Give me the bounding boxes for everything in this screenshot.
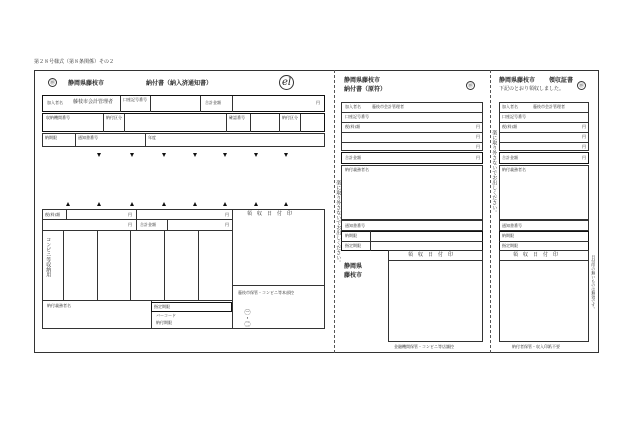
- right-total-label: 合計金額: [502, 155, 518, 160]
- mid-tax-yen: 円: [476, 124, 480, 129]
- right-row2-yen: 円: [582, 134, 586, 139]
- left-barcode-sub: 納付期限: [156, 320, 172, 325]
- mid-receipt-box: [388, 250, 483, 342]
- mid-subscriber-value: 藤枝市会計管理者: [372, 104, 404, 109]
- arrow-down-2: [130, 153, 134, 157]
- right-designated-label: 指定期限: [502, 243, 518, 248]
- right-receipt-date-label: 領 収 日 付 印: [513, 252, 559, 258]
- mid-top-table: [341, 102, 483, 151]
- left-subscriber-value: 藤枝市会計管理者: [73, 99, 114, 105]
- right-subscriber-value: 藤枝市会計管理者: [533, 104, 565, 109]
- right-payer-box: [499, 165, 589, 220]
- postal-logo: el: [279, 75, 294, 90]
- right-title: 領収証書: [549, 77, 574, 84]
- arrow-up-3: [130, 202, 134, 206]
- left-sum-label: 合計金額: [140, 222, 156, 227]
- mid-title: 納付書（原符）: [344, 86, 387, 93]
- mid-footer-city-2: 藤枝市: [344, 272, 363, 279]
- left-barcode-label: バーコード: [156, 313, 176, 318]
- left-payment-type-label: 納付区分: [106, 115, 122, 120]
- arrow-down-6: [254, 153, 258, 157]
- left-account-label: 口座記号番号: [123, 97, 147, 102]
- mid-receipt-date-label: 領 収 日 付 印: [408, 252, 454, 258]
- arrow-up-5: [193, 202, 197, 206]
- conbini-vertical-label: コンビニ等収納用: [45, 237, 52, 277]
- right-account-label: 口座記号番号: [502, 114, 526, 119]
- left-tax-yen-2: 円: [225, 212, 229, 217]
- mid-vertical-note: 楽に取り外さないでお出しください。: [335, 180, 342, 265]
- arrow-down-1: [97, 153, 101, 157]
- left-row2-yen: 円: [128, 222, 132, 227]
- right-city: 静岡県藤枝市: [499, 77, 536, 84]
- mid-account-label: 口座記号番号: [345, 114, 369, 119]
- left-receipt-date-label: 領 収 日 付 印: [247, 211, 293, 217]
- left-payer-label: 納付義務者名: [47, 303, 71, 308]
- left-title: 納付書（納入済通知書）: [146, 80, 213, 87]
- mid-payer-label: 納付義務者名: [345, 167, 369, 172]
- right-tax-label: 税(料)額: [502, 124, 518, 129]
- left-agency-label: 収納機関番号: [46, 115, 70, 120]
- left-stamp-mark: ㊀・㊁: [243, 309, 250, 327]
- right-side-note: 日付印の無いものは無効です。: [591, 255, 597, 311]
- mid-total-yen: 円: [476, 155, 480, 160]
- arrow-down-7: [284, 153, 288, 157]
- right-bank-note: 納付者保管・収入印紙不要: [512, 344, 560, 349]
- left-city: 静岡県藤枝市: [68, 80, 105, 87]
- mid-bank-note: 金融機関保管・コンビニ等店舗控: [394, 344, 454, 349]
- form-number: 第２８号様式（第８条関係）その２: [34, 59, 115, 65]
- right-receipt-box: [499, 250, 589, 342]
- mid-designated-label: 指定期限: [345, 243, 361, 248]
- mid-city: 静岡県藤枝市: [344, 77, 381, 84]
- mid-notice-label: 通知書番号: [345, 223, 365, 228]
- mid-payer-box: [341, 165, 483, 220]
- mid-subscriber-label: 加入者名: [345, 104, 361, 109]
- arrow-down-4: [193, 153, 197, 157]
- right-deadline-label: 納期限: [502, 233, 514, 238]
- arrow-up-8: [284, 202, 288, 206]
- left-category-label: 納付区分: [282, 115, 298, 120]
- left-tax-yen: 円: [128, 212, 132, 217]
- right-subscriber-label: 加入者名: [502, 104, 518, 109]
- left-sum-yen: 円: [225, 222, 229, 227]
- right-seal: ㊞: [578, 83, 584, 89]
- arrow-down-3: [162, 153, 166, 157]
- right-notice-label: 通知書番号: [502, 223, 522, 228]
- left-tax-label: 税(料)額: [45, 212, 61, 217]
- left-subscriber-label: 加入者名: [47, 100, 63, 105]
- mid-footer-city-1: 静岡県: [344, 263, 363, 270]
- mid-deadline-label: 納期限: [345, 233, 357, 238]
- left-year-label: 年度: [148, 135, 156, 140]
- left-total-label: 合計金額: [205, 100, 221, 105]
- mid-total-label: 合計金額: [345, 155, 361, 160]
- left-total-yen: 円: [316, 100, 320, 105]
- arrow-up-4: [162, 202, 166, 206]
- mid-tax-label: 税(料)額: [345, 124, 361, 129]
- mid-seal: ㊞: [467, 83, 473, 89]
- left-payment-period-label: 納期限: [45, 135, 57, 140]
- arrow-down-5: [223, 153, 227, 157]
- left-period-label: 確認番号: [229, 115, 245, 120]
- left-deadline-label: 指定期限: [154, 304, 170, 309]
- right-subtitle: 下記のとおり領収しました。: [499, 86, 565, 92]
- right-tax-yen: 円: [582, 124, 586, 129]
- mid-total-box: [341, 152, 483, 164]
- right-vertical-note: 楽に取り外さないでお出しください。: [491, 130, 498, 215]
- arrow-up-2: [97, 202, 101, 206]
- left-notice-no-label: 通知書番号: [78, 135, 98, 140]
- arrow-up-1: [66, 202, 70, 206]
- right-row3-yen: 円: [582, 144, 586, 149]
- right-payer-label: 納付義務者名: [502, 167, 526, 172]
- right-total-yen: 円: [582, 155, 586, 160]
- mid-row3-yen: 円: [476, 144, 480, 149]
- arrow-up-7: [254, 202, 258, 206]
- arrow-up-6: [223, 202, 227, 206]
- seal-mark: ㊞: [49, 80, 55, 86]
- left-bank-note: 藤枝市保管・コンビニ等本部控: [238, 290, 294, 295]
- mid-row2-yen: 円: [476, 134, 480, 139]
